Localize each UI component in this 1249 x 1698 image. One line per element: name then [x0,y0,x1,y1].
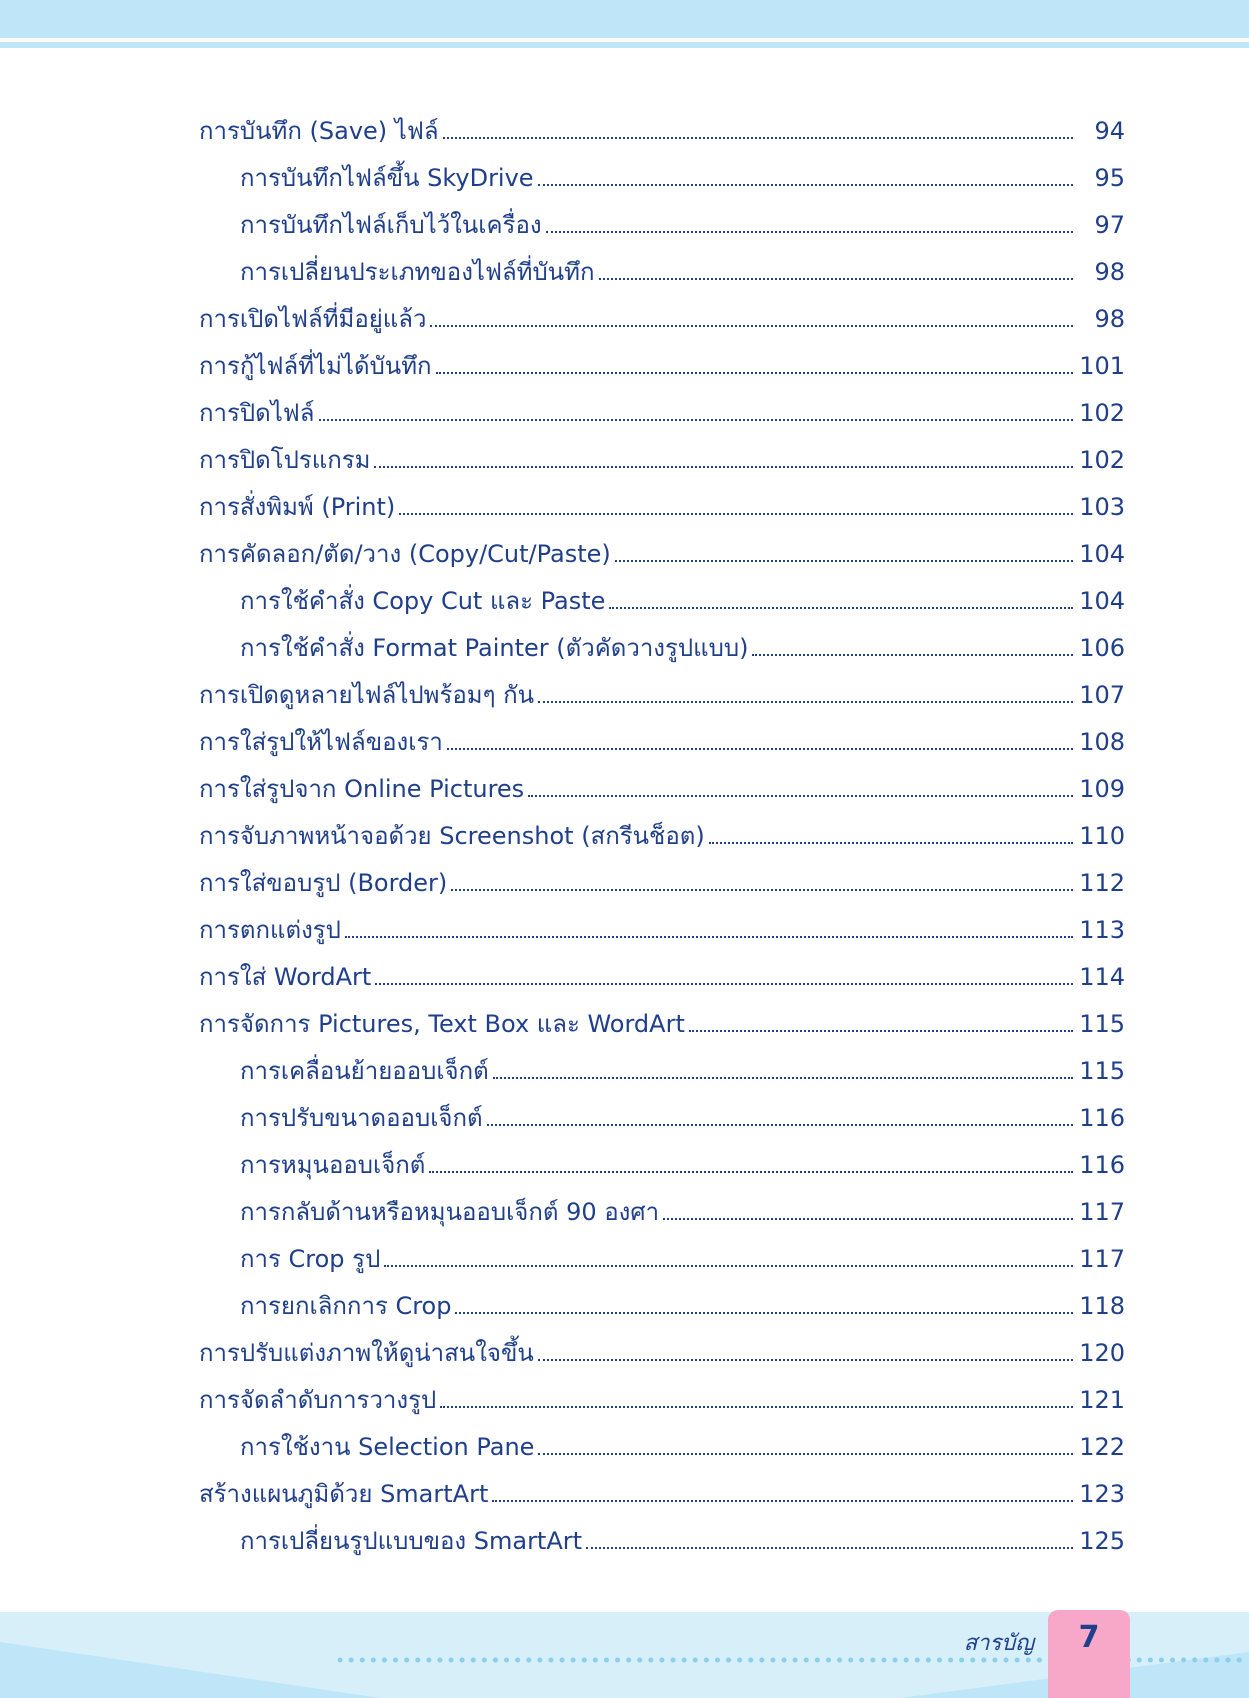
toc-entry-page: 107 [1079,681,1125,709]
toc-entry-title: การปรับขนาดออบเจ็กต์ [240,1104,483,1132]
toc-dot-leader [384,1265,1073,1267]
toc-entry-page: 115 [1079,1010,1125,1038]
toc-dot-leader [399,513,1073,515]
toc-entry-page: 110 [1079,822,1125,850]
toc-entry [199,529,1125,569]
toc-entry-page: 104 [1079,540,1125,568]
page-number-tab [1048,1610,1130,1698]
toc-entry-title: การใช้งาน Selection Pane [240,1433,535,1461]
footer-section-label: สารบัญ [963,1631,1034,1656]
toc-dot-leader [615,560,1073,562]
toc-entry-page: 114 [1079,963,1125,991]
toc-entry-title: การสั่งพิมพ์ (Print) [199,493,396,521]
toc-entry [240,576,1125,616]
toc-entry-title: การใช้คำสั่ง Copy Cut และ Paste [240,587,606,615]
toc-entry [240,1140,1125,1180]
toc-entry-title: การบันทึกไฟล์ขึ้น SkyDrive [240,164,534,192]
toc-entry-page: 94 [1094,117,1125,145]
toc-entry-title: การจับภาพหน้าจอด้วย Screenshot (สกรีนช็อต) [199,822,705,850]
toc-entry-title: การ Crop รูป [240,1245,381,1273]
toc-entry-page: 125 [1079,1527,1125,1555]
toc-entry-title: การจัดการ Pictures, Text Box และ WordArt [199,1010,685,1038]
toc-entry-title: การปิดโปรแกรม [199,446,371,474]
toc-dot-leader [345,936,1073,938]
toc-entry-page: 116 [1079,1151,1125,1179]
toc-entry [240,1422,1125,1462]
toc-entry-page: 109 [1079,775,1125,803]
toc-dot-leader [538,184,1073,186]
toc-entry [199,482,1125,522]
toc-dot-leader [689,1030,1073,1032]
toc-dot-leader [538,1453,1073,1455]
toc-dot-leader [429,1171,1073,1173]
toc-entry-page: 113 [1079,916,1125,944]
toc-entry [199,717,1125,757]
toc-dot-leader [375,983,1073,985]
toc-dot-leader [609,607,1073,609]
toc-entry [199,905,1125,945]
toc-entry [199,764,1125,804]
toc-entry-page: 102 [1079,446,1125,474]
toc-entry-page: 106 [1079,634,1125,662]
toc-dot-leader [752,654,1073,656]
toc-entry [199,1328,1125,1368]
toc-entry-title: การหมุนออบเจ็กต์ [240,1151,426,1179]
toc-entry [240,1187,1125,1227]
toc-entry-title: การเคลื่อนย้ายออบเจ็กต์ [240,1057,489,1085]
toc-entry-title: การจัดลำดับการวางรูป [199,1386,437,1414]
toc-dot-leader [663,1218,1073,1220]
toc-dot-leader [538,1359,1073,1361]
toc-dot-leader [538,701,1073,703]
toc-dot-leader [546,231,1073,233]
toc-dot-leader [319,419,1074,421]
toc-entry-title: การกู้ไฟล์ที่ไม่ได้บันทึก [199,352,432,380]
toc-entry-page: 123 [1079,1480,1125,1508]
toc-entry-title: การเปลี่ยนประเภทของไฟล์ที่บันทึก [240,258,595,286]
toc-entry-page: 116 [1079,1104,1125,1132]
toc-entry-title: การปรับแต่งภาพให้ดูน่าสนใจขึ้น [199,1339,534,1367]
toc-entry-title: การใช้คำสั่ง Format Painter (ตัวคัดวางรูปแบบ) [240,634,749,662]
toc-entry [240,1046,1125,1086]
toc-entry [240,1281,1125,1321]
toc-entry-title: การบันทึกไฟล์เก็บไว้ในเครื่อง [240,211,542,239]
toc-dot-leader [430,325,1073,327]
toc-entry [199,811,1125,851]
toc-entry [199,999,1125,1039]
toc-entry-page: 117 [1079,1245,1125,1273]
toc-dot-leader [528,795,1073,797]
toc-entry [199,670,1125,710]
toc-entry [199,1375,1125,1415]
toc-entry-page: 101 [1079,352,1125,380]
toc-entry [240,247,1125,287]
toc-entry-page: 98 [1094,305,1125,333]
toc-dot-leader [599,278,1074,280]
toc-entry-page: 117 [1079,1198,1125,1226]
toc-entry [240,200,1125,240]
toc-entry-page: 95 [1094,164,1125,192]
toc-dot-leader [451,889,1073,891]
toc-entry [240,153,1125,193]
toc-dot-leader [455,1312,1073,1314]
toc-dot-leader [493,1077,1073,1079]
toc-entry [199,294,1125,334]
toc-dot-leader [586,1547,1073,1549]
toc-entry-title: การยกเลิกการ Crop [240,1292,452,1320]
toc-entry [240,1516,1125,1556]
toc-entry-page: 120 [1079,1339,1125,1367]
toc-dot-leader [709,842,1073,844]
toc-entry-title: การเปลี่ยนรูปแบบของ SmartArt [240,1527,583,1555]
toc-entry-page: 104 [1079,587,1125,615]
toc-entry-page: 108 [1079,728,1125,756]
toc-entry [240,1234,1125,1274]
toc-entry [240,1093,1125,1133]
toc-entry-title: การเปิดดูหลายไฟล์ไปพร้อมๆ กัน [199,681,535,709]
toc-dot-leader [443,137,1073,139]
toc-entry [199,341,1125,381]
toc-dot-leader [447,748,1073,750]
toc-entry [199,952,1125,992]
toc-entry-title: การปิดไฟล์ [199,399,315,427]
toc-entry-title: สร้างแผนภูมิด้วย SmartArt [199,1480,489,1508]
toc-entry [240,623,1125,663]
toc-dot-leader [492,1500,1073,1502]
toc-entry-page: 118 [1079,1292,1125,1320]
toc-dot-leader [487,1124,1073,1126]
toc-entry-title: การตกแต่งรูป [199,916,341,944]
toc-dot-leader [440,1406,1073,1408]
toc-entry-page: 98 [1094,258,1125,286]
toc-entry [199,106,1125,146]
toc-entry-page: 122 [1079,1433,1125,1461]
page-number: 7 [1078,1620,1100,1655]
toc-entry [199,388,1125,428]
toc-entry-page: 103 [1079,493,1125,521]
toc-entry-title: การใส่ WordArt [199,963,372,991]
toc-entry-title: การกลับด้านหรือหมุนออบเจ็กต์ 90 องศา [240,1198,660,1226]
toc-entry-title: การใส่ขอบรูป (Border) [199,869,448,897]
toc-entry-page: 112 [1079,869,1125,897]
toc-entry-page: 121 [1079,1386,1125,1414]
toc-dot-leader [374,466,1073,468]
toc-entry-page: 102 [1079,399,1125,427]
toc-dot-leader [436,372,1073,374]
toc-entry-title: การใส่รูปจาก Online Pictures [199,775,525,803]
toc-entry [199,858,1125,898]
toc-entry [199,435,1125,475]
toc-entry-title: การใส่รูปให้ไฟล์ของเรา [199,728,443,756]
toc-entry-title: การคัดลอก/ตัด/วาง (Copy/Cut/Paste) [199,540,611,568]
toc-entry-page: 115 [1079,1057,1125,1085]
toc-entry-title: การเปิดไฟล์ที่มีอยู่แล้ว [199,305,427,333]
toc-entry [199,1469,1125,1509]
toc-entry-title: การบันทึก (Save) ไฟล์ [199,117,439,145]
toc-entry-page: 97 [1094,211,1125,239]
